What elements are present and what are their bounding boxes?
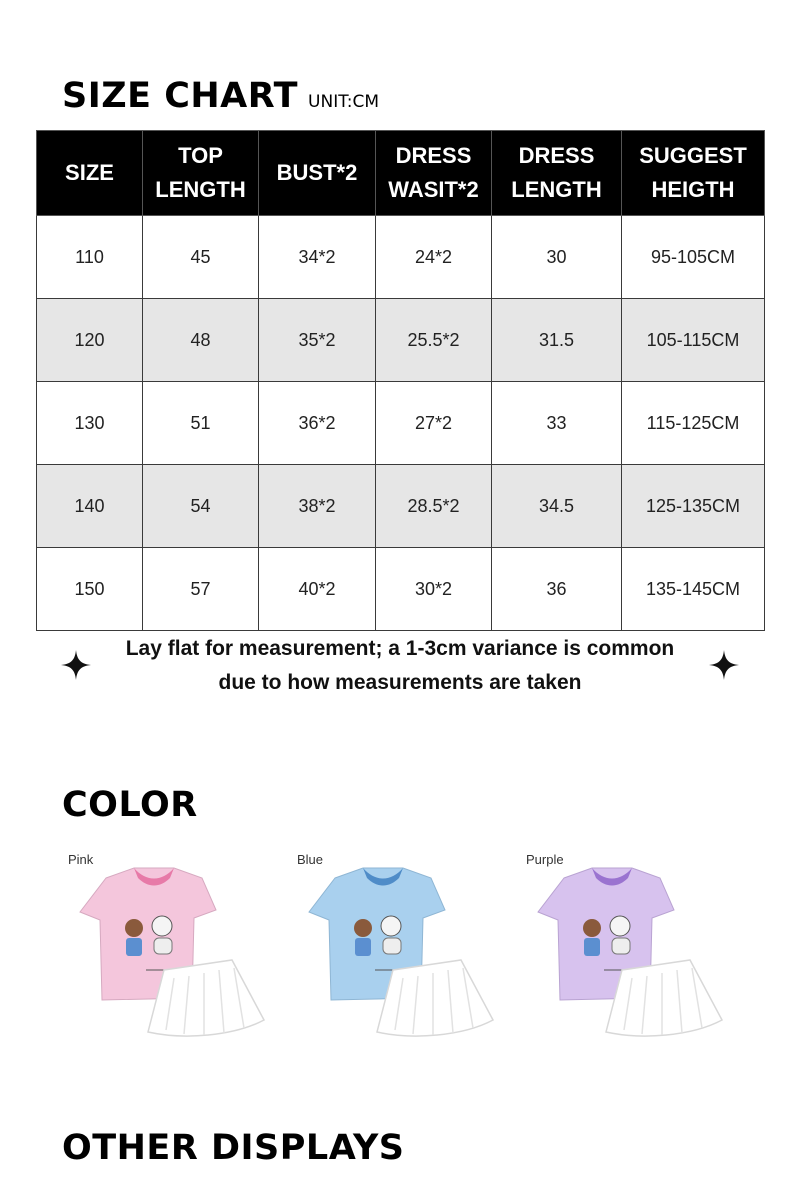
table-cell: 115-125CM: [622, 382, 765, 465]
table-cell: 54: [143, 465, 259, 548]
table-cell: 150: [37, 548, 143, 631]
table-cell: 34*2: [259, 216, 376, 299]
table-cell: 45: [143, 216, 259, 299]
table-cell: 120: [37, 299, 143, 382]
table-cell: 95-105CM: [622, 216, 765, 299]
outfit-image: [293, 848, 513, 1058]
outfit-image: [522, 848, 742, 1058]
table-cell: 31.5: [492, 299, 622, 382]
table-cell: 24*2: [376, 216, 492, 299]
table-cell: 130: [37, 382, 143, 465]
table-cell: 51: [143, 382, 259, 465]
table-cell: 40*2: [259, 548, 376, 631]
header-size: SIZE: [37, 131, 143, 216]
product-pink: [64, 848, 284, 1058]
skirt-shape: [148, 960, 264, 1036]
color-swatches: [0, 848, 800, 1058]
color-label: Purple: [526, 852, 564, 867]
table-cell: 25.5*2: [376, 299, 492, 382]
sparkle-icon: [61, 650, 91, 680]
table-cell: 110: [37, 216, 143, 299]
header-top-length: TOP LENGTH: [143, 131, 259, 216]
note-line: due to how measurements are taken: [218, 671, 582, 694]
color-title: COLOR: [62, 785, 198, 825]
table-cell: 36*2: [259, 382, 376, 465]
measurement-note: [90, 632, 710, 700]
skirt-shape: [606, 960, 722, 1036]
header-bust: BUST*2: [259, 131, 376, 216]
table-cell: 36: [492, 548, 622, 631]
table-row: [37, 382, 765, 465]
size-table-header: [37, 131, 765, 216]
product-purple: [522, 848, 742, 1058]
color-label: Pink: [68, 852, 94, 867]
table-cell: 30*2: [376, 548, 492, 631]
table-cell: 27*2: [376, 382, 492, 465]
table-row: [37, 548, 765, 631]
table-cell: 140: [37, 465, 143, 548]
table-cell: 105-115CM: [622, 299, 765, 382]
table-cell: 57: [143, 548, 259, 631]
table-cell: 135-145CM: [622, 548, 765, 631]
table-row: [37, 299, 765, 382]
table-cell: 38*2: [259, 465, 376, 548]
header-dress-length: DRESS LENGTH: [492, 131, 622, 216]
outfit-image: [64, 848, 284, 1058]
table-cell: 34.5: [492, 465, 622, 548]
size-chart-title: [62, 76, 379, 116]
skirt-shape: [377, 960, 493, 1036]
color-label: Blue: [297, 852, 324, 867]
table-cell: 125-135CM: [622, 465, 765, 548]
table-row: [37, 465, 765, 548]
table-cell: 33: [492, 382, 622, 465]
table-cell: 48: [143, 299, 259, 382]
note-line: Lay flat for measurement; a 1-3cm variance is common: [125, 637, 675, 660]
other-displays-title: OTHER DISPLAYS: [62, 1128, 405, 1168]
table-cell: 35*2: [259, 299, 376, 382]
product-blue: [293, 848, 513, 1058]
size-table: [36, 130, 765, 631]
unit-label: UNIT:CM: [308, 92, 379, 112]
header-dress-waist: DRESS WASIT*2: [376, 131, 492, 216]
table-row: [37, 216, 765, 299]
table-cell: 28.5*2: [376, 465, 492, 548]
size-chart-heading: SIZE CHART: [62, 76, 299, 116]
table-cell: 30: [492, 216, 622, 299]
sparkle-icon: [709, 650, 739, 680]
header-suggest-height: SUGGEST HEIGTH: [622, 131, 765, 216]
